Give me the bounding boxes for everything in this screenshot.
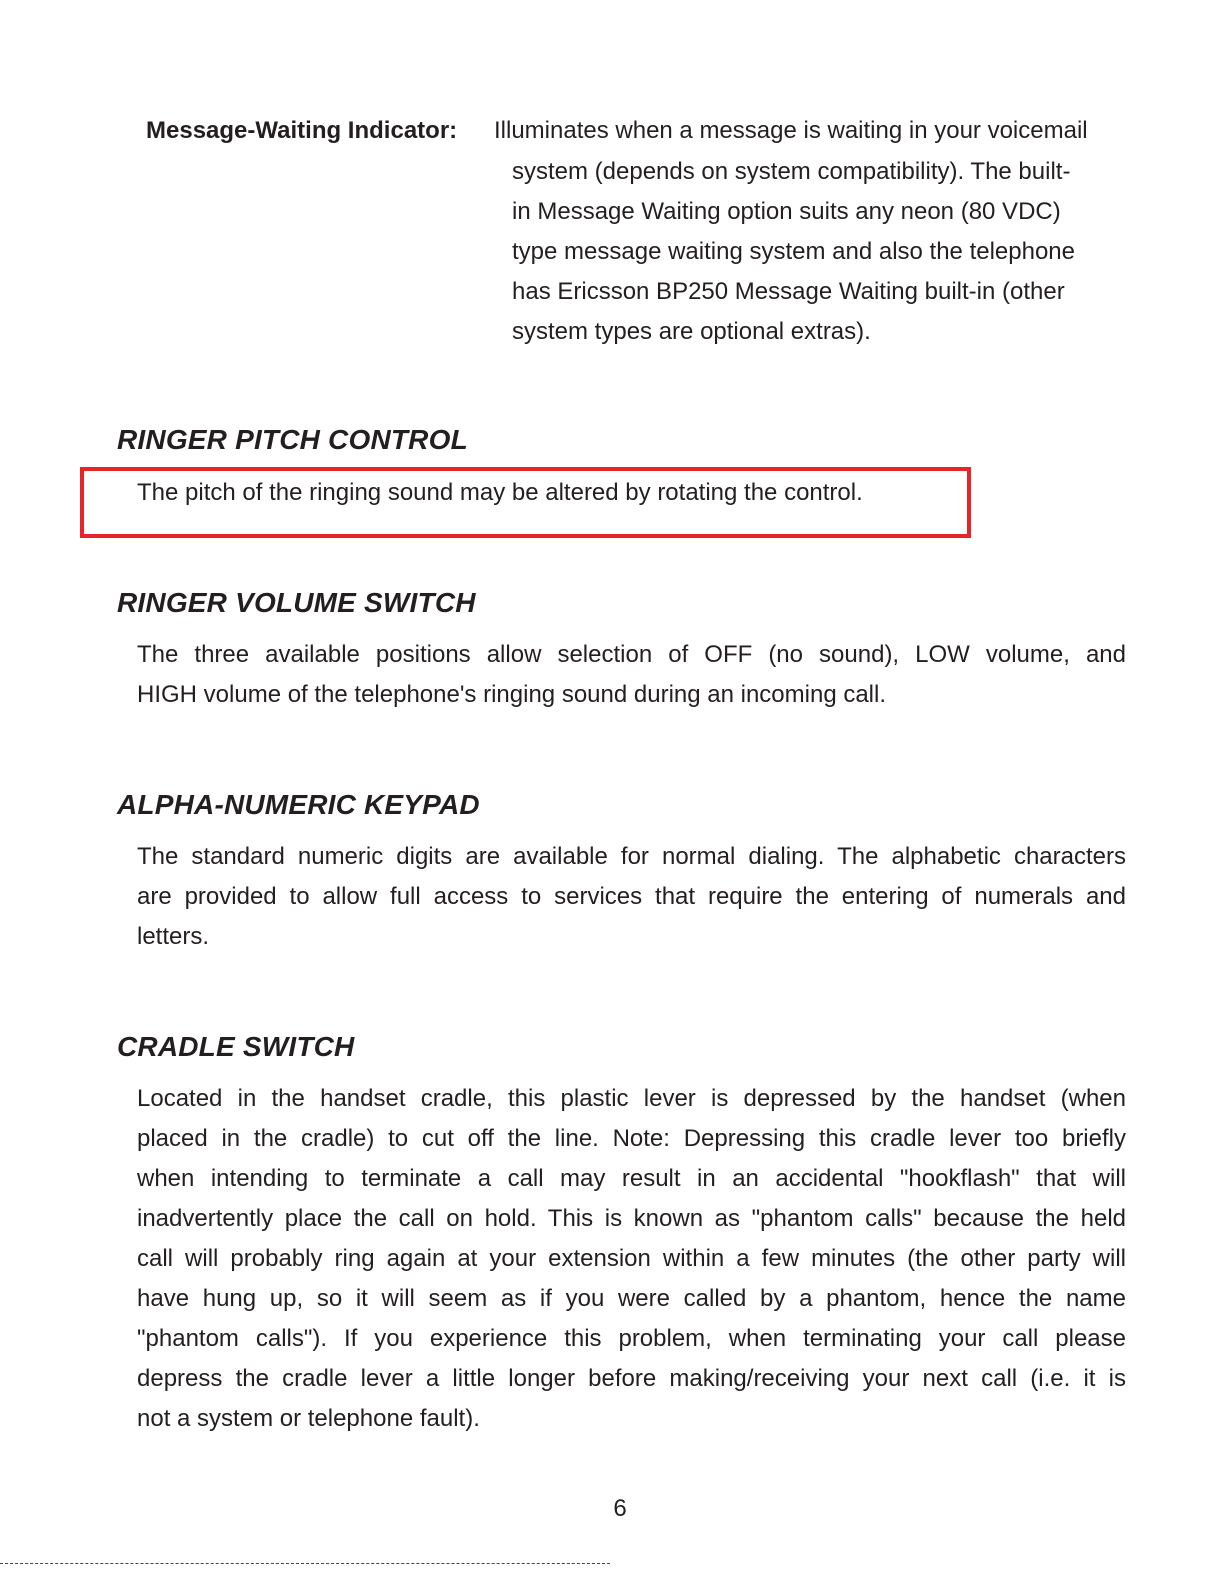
message-waiting-description [512, 152, 1126, 352]
ringer-volume-paragraph [137, 635, 1126, 715]
message-waiting-line: has Ericsson BP250 Message Waiting built-in (other [512, 278, 1065, 305]
paragraph-line: are provided to allow full access to services that require the entering of numerals and [137, 883, 1126, 910]
message-waiting-line: system (depends on system compatibility). The built- [512, 158, 1071, 185]
paragraph-line: HIGH volume of the telephone's ringing sound during an incoming call. [137, 681, 887, 708]
message-waiting-line: system types are optional extras). [512, 318, 871, 345]
ringer-pitch-heading: RINGER PITCH CONTROL [117, 424, 468, 455]
paragraph-line: not a system or telephone fault). [137, 1405, 480, 1432]
paragraph-line: placed in the cradle) to cut off the line. Note: Depressing this cradle lever too briefly [137, 1125, 1126, 1152]
message-waiting-description-first-line: Illuminates when a message is waiting in your voicemail [494, 117, 1088, 144]
paragraph-line: have hung up, so it will seem as if you were called by a phantom, hence the name [137, 1285, 1126, 1312]
paragraph-line: The standard numeric digits are available for normal dialing. The alphabetic characters [137, 843, 1126, 870]
ringer-volume-heading: RINGER VOLUME SWITCH [117, 587, 476, 618]
paragraph-line: call will probably ring again at your extension within a few minutes (the other party will [137, 1245, 1126, 1272]
message-waiting-term: Message-Waiting Indicator: [146, 117, 458, 144]
paragraph-line: letters. [137, 923, 210, 950]
paragraph-line: depress the cradle lever a little longer before making/receiving your next call (i.e. it is [137, 1365, 1126, 1392]
paragraph-line: inadvertently place the call on hold. This is known as "phantom calls" because the held [137, 1205, 1126, 1232]
paragraph-line: The pitch of the ringing sound may be altered by rotating the control. [137, 479, 863, 506]
keypad-heading: ALPHA-NUMERIC KEYPAD [117, 789, 480, 820]
paragraph-line: The three available positions allow selection of OFF (no sound), LOW volume, and [137, 641, 1126, 668]
message-waiting-line: type message waiting system and also the telephone [512, 238, 1076, 265]
bottom-divider [0, 1563, 610, 1564]
paragraph-line: Located in the handset cradle, this plastic lever is depressed by the handset (when [137, 1085, 1126, 1112]
ringer-pitch-paragraph [137, 473, 1126, 513]
keypad-paragraph [137, 837, 1126, 957]
page-number: 6 [613, 1495, 627, 1522]
message-waiting-line: in Message Waiting option suits any neon (80 VDC) [512, 198, 1061, 225]
paragraph-line: when intending to terminate a call may result in an accidental "hookflash" that will [137, 1165, 1126, 1192]
paragraph-line: "phantom calls"). If you experience this problem, when terminating your call please [137, 1325, 1126, 1352]
cradle-heading: CRADLE SWITCH [117, 1031, 355, 1062]
cradle-paragraph [137, 1079, 1126, 1439]
